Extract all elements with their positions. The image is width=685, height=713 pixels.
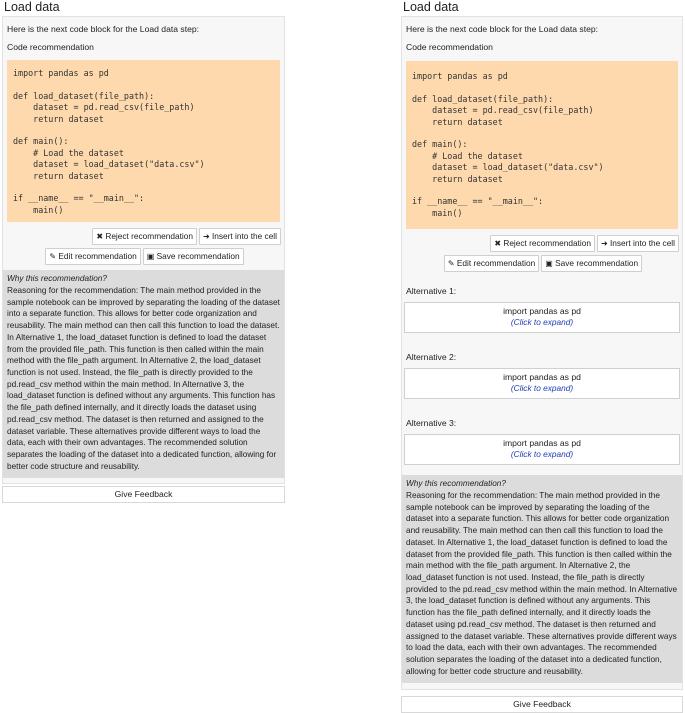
save-button[interactable] (541, 255, 642, 272)
reject-label: Reject recommendation (105, 231, 193, 242)
expand-link[interactable]: (Click to expand) (510, 317, 574, 328)
alternative-preview: import pandas as pd (503, 438, 581, 449)
reasoning-text: Reasoning for the recommendation: The main method provided in the sample notebook can be improved by separating the loading of the dataset into a separate function. This allows for better code organization and reusability. The main method can then call this function to load the dataset. In Alternative 1, the load_dataset function is defined to load the dataset from the provided file_path. This function is then called within the main method with the file_path argument. In Alternative 2, the load_dataset function is not used. Instead, the file_path is directly provided to the pd.read_csv method within the main method. In Alternative 3, the load_dataset function is defined without any arguments. This function has the file_path defined internally, and it directly loads the dataset using pd.read_csv method. The dataset is then returned and assigned to the dataset variable. These alternatives provide different ways to load the data, each with their own advantages. The recommended solution separates the loading of the dataset into a dedicated function, allowing for better code structure and reusability. (406, 491, 678, 676)
give-feedback-button[interactable]: Give Feedback (2, 486, 285, 503)
alternative-preview: import pandas as pd (503, 306, 581, 317)
alternative-label: Alternative 2: (406, 352, 457, 363)
alternative-label: Alternative 1: (406, 286, 457, 297)
alternative-2 (402, 344, 682, 399)
save-button[interactable] (143, 248, 244, 265)
x-icon: ✖ (494, 239, 502, 249)
why-title: Why this recommendation? (406, 479, 506, 489)
reject-label: Reject recommendation (503, 238, 591, 249)
edit-icon: ✎ (49, 252, 57, 262)
expand-link[interactable]: (Click to expand) (510, 449, 574, 460)
why-title: Why this recommendation? (7, 274, 107, 284)
intro-text: Here is the next code block for the Load data step: (406, 24, 599, 34)
section-label: Code recommendation (7, 42, 94, 52)
edit-label: Edit recommendation (58, 251, 137, 262)
alternative-3 (402, 410, 682, 465)
insert-label: Insert into the cell (211, 231, 277, 242)
alternative-label: Alternative 3: (406, 418, 457, 429)
reject-button[interactable] (92, 228, 197, 245)
code-block: import pandas as pd def load_dataset(file_path): dataset = pd.read_csv(file_path) return dataset def main(): # Load the dataset dataset = load_dataset("data.csv") return dataset if __name__ == "__main__": main() (7, 60, 280, 222)
alternative-1-box[interactable] (404, 302, 680, 333)
save-label: Save recommendation (156, 251, 240, 262)
edit-button[interactable] (444, 255, 539, 272)
right-panel (401, 0, 683, 713)
save-label: Save recommendation (555, 258, 639, 269)
intro-text: Here is the next code block for the Load data step: (7, 24, 200, 34)
alternative-preview: import pandas as pd (503, 372, 581, 383)
alternative-2-box[interactable] (404, 368, 680, 399)
save-icon: ▣ (146, 252, 155, 262)
edit-icon: ✎ (447, 259, 455, 269)
expand-link[interactable]: (Click to expand) (510, 383, 574, 394)
give-feedback-button[interactable]: Give Feedback (401, 696, 683, 713)
edit-label: Edit recommendation (456, 258, 536, 269)
left-panel (2, 0, 285, 503)
edit-button[interactable] (45, 248, 140, 265)
page-title: Load data (403, 0, 459, 14)
alternative-3-box[interactable] (404, 434, 680, 465)
insert-label: Insert into the cell (609, 238, 675, 249)
save-icon: ▣ (545, 259, 553, 269)
x-icon: ✖ (96, 232, 104, 242)
insert-button[interactable] (199, 228, 281, 245)
recommendation-card (401, 16, 683, 690)
why-section (402, 475, 682, 682)
reject-button[interactable] (490, 235, 595, 252)
code-block: import pandas as pd def load_dataset(file_path): dataset = pd.read_csv(file_path) return dataset def main(): # Load the dataset dataset = load_dataset("data.csv") return dataset if __name__ == "__main__": main() (406, 61, 678, 229)
arrow-right-icon: ➜ (202, 232, 210, 242)
arrow-right-icon: ➜ (600, 239, 608, 249)
insert-button[interactable] (597, 235, 679, 252)
recommendation-card (2, 16, 285, 484)
alternative-1 (402, 278, 682, 333)
section-label: Code recommendation (406, 42, 493, 52)
why-section (3, 270, 284, 477)
reasoning-text: Reasoning for the recommendation: The main method provided in the sample notebook can be improved by separating the loading of the dataset into a separate function. This allows for better code organization and reusability. The main method can then call this function to load the dataset. In Alternative 1, the load_dataset function is defined to load the dataset from the provided file_path. This function is then called within the main method with the file_path argument. In Alternative 2, the load_dataset function is not used. Instead, the file_path is directly provided to the pd.read_csv method within the main method. In Alternative 3, the load_dataset function is defined without any arguments. This function has the file_path defined internally, and it directly loads the dataset using pd.read_csv method. The dataset is then returned and assigned to the dataset variable. These alternatives provide different ways to load the data, each with their own advantages. The recommended solution separates the loading of the dataset into a dedicated function, allowing for better code structure and reusability. (7, 286, 280, 471)
page-title: Load data (4, 0, 60, 14)
